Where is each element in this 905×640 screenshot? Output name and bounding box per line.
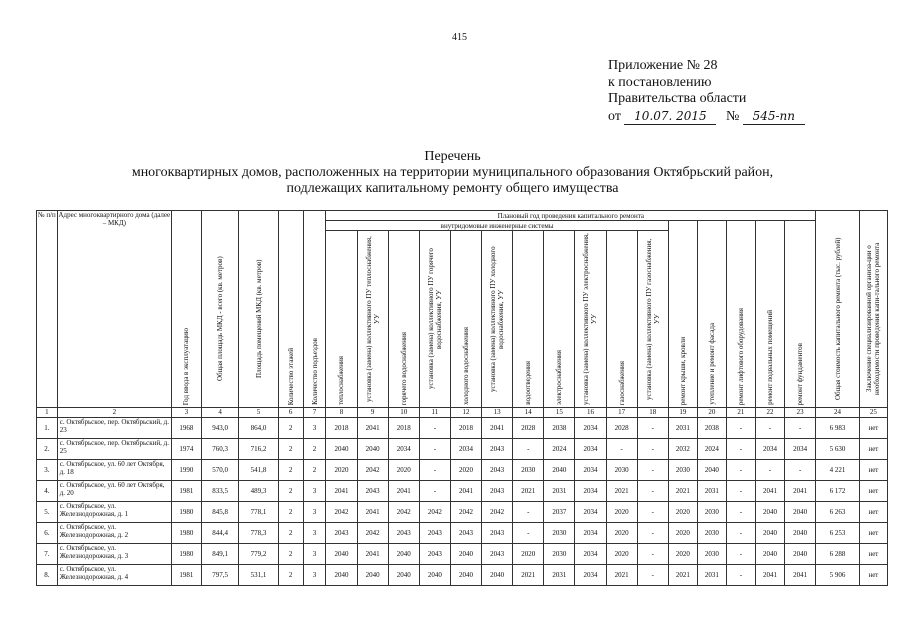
table-cell: 849,1 xyxy=(201,544,238,565)
table-cell: 2034 xyxy=(784,439,815,460)
header-sub-text: утепление и ремонт фасада xyxy=(707,323,716,405)
table-cell: 6 288 xyxy=(816,544,860,565)
header-sub-13 xyxy=(697,221,726,408)
table-cell: 2034 xyxy=(575,481,606,502)
table-cell: 2021 xyxy=(606,565,637,586)
table-cell: 2020 xyxy=(668,544,697,565)
table-cell: 2040 xyxy=(482,565,513,586)
table-cell: 2030 xyxy=(513,460,544,481)
table-cell: 2 xyxy=(278,544,303,565)
number-label: № xyxy=(725,108,740,124)
table-cell: - xyxy=(784,460,815,481)
table-cell: 2028 xyxy=(513,418,544,439)
header-conclusion-text: Заключение специализированной организа-ции о необходимости проведения капи-тального ремонта xyxy=(865,242,882,396)
address-cell: с. Октябрьское, ул. Железнодорожная, д. 3 xyxy=(57,544,171,565)
table-cell: 2040 xyxy=(419,565,450,586)
table-cell: - xyxy=(513,502,544,523)
table-row xyxy=(37,439,888,460)
table-cell: 778,3 xyxy=(239,523,278,544)
table-cell: 2041 xyxy=(326,481,357,502)
table-cell: 2034 xyxy=(388,439,419,460)
table-cell: 2043 xyxy=(482,481,513,502)
table-cell: - xyxy=(755,418,784,439)
table-cell: 1968 xyxy=(171,418,201,439)
table-cell: 2034 xyxy=(575,544,606,565)
table-cell: 3 xyxy=(303,565,326,586)
column-number: 22 xyxy=(755,408,784,418)
table-cell: 2042 xyxy=(357,460,388,481)
table-cell: - xyxy=(637,439,668,460)
column-number: 25 xyxy=(859,408,887,418)
table-cell: 2043 xyxy=(326,523,357,544)
header-sub-5 xyxy=(450,231,481,408)
table-cell: - xyxy=(419,418,450,439)
table-cell: 531,1 xyxy=(239,565,278,586)
table-cell: - xyxy=(726,460,755,481)
table-cell: 2032 xyxy=(668,439,697,460)
table-cell: 2043 xyxy=(482,544,513,565)
table-cell: - xyxy=(419,481,450,502)
header-sub-text: ремонт крыши, кровли xyxy=(678,336,687,405)
table-cell: 6 172 xyxy=(816,481,860,502)
table-cell: 3 xyxy=(303,502,326,523)
header-sub-15 xyxy=(755,221,784,408)
table-cell: 2040 xyxy=(697,460,726,481)
column-number: 1 xyxy=(37,408,58,418)
header-sub-text: установка (замена) коллективного ПУ теплоснабжения, УУ xyxy=(364,236,381,402)
table-cell: 2042 xyxy=(388,502,419,523)
table-cell: 2018 xyxy=(450,418,481,439)
column-number: 10 xyxy=(388,408,419,418)
table-cell: - xyxy=(726,439,755,460)
table-cell: 2040 xyxy=(326,565,357,586)
table-cell: 2018 xyxy=(388,418,419,439)
table-cell: нет xyxy=(859,481,887,502)
table-cell: 2030 xyxy=(668,460,697,481)
column-number: 12 xyxy=(450,408,481,418)
table-cell: 833,5 xyxy=(201,481,238,502)
address-cell: с. Октябрьское, ул. 60 лет Октября, д. 18 xyxy=(57,460,171,481)
table-cell: 2041 xyxy=(755,565,784,586)
table-cell: 4 221 xyxy=(816,460,860,481)
table-cell: 2038 xyxy=(544,418,575,439)
table-cell: 2042 xyxy=(482,502,513,523)
table-row xyxy=(37,460,888,481)
header-sub-text: установка (замена) коллективного ПУ электроснабжения, УУ xyxy=(582,233,599,405)
header-entrances-text: Количество подъездов xyxy=(310,338,319,405)
table-cell: 2042 xyxy=(419,502,450,523)
title-line-3: подлежащих капитальному ремонту общего имущества xyxy=(286,181,619,196)
address-cell: с. Октябрьское, ул. 60 лет Октября, д. 20 xyxy=(57,481,171,502)
table-cell: нет xyxy=(859,544,887,565)
table-cell: 2024 xyxy=(544,439,575,460)
column-number: 8 xyxy=(326,408,357,418)
table-cell: 2018 xyxy=(326,418,357,439)
header-sub-8 xyxy=(544,231,575,408)
header-entrances xyxy=(303,211,326,408)
table-cell: 5 906 xyxy=(816,565,860,586)
table-cell: 2041 xyxy=(784,565,815,586)
table-cell: 2020 xyxy=(606,502,637,523)
table-cell: 6. xyxy=(37,523,58,544)
table-cell: 570,0 xyxy=(201,460,238,481)
table-cell: 2040 xyxy=(784,502,815,523)
column-number: 7 xyxy=(303,408,326,418)
table-cell: 1980 xyxy=(171,523,201,544)
table-cell: 2041 xyxy=(357,418,388,439)
table-cell: 2041 xyxy=(784,481,815,502)
header-sub-4 xyxy=(419,231,450,408)
table-cell: 2020 xyxy=(326,460,357,481)
table-cell: 2030 xyxy=(544,544,575,565)
table-cell: 8. xyxy=(37,565,58,586)
header-sub-text: ремонт лифтового оборудования xyxy=(736,307,745,405)
buildings-table xyxy=(36,210,888,586)
table-cell: 2021 xyxy=(606,481,637,502)
table-cell: 2041 xyxy=(388,481,419,502)
column-number: 23 xyxy=(784,408,815,418)
table-cell: 1. xyxy=(37,418,58,439)
header-total-area-text: Общая площадь МКД - всего (кв. метров) xyxy=(216,256,225,382)
header-sub-text: горячего водоснабжения xyxy=(399,331,408,405)
table-cell: - xyxy=(726,565,755,586)
header-floors-text: Количество этажей xyxy=(286,347,295,405)
table-cell: 2042 xyxy=(357,523,388,544)
table-cell: - xyxy=(726,544,755,565)
from-label: от xyxy=(608,108,621,124)
table-cell: 2040 xyxy=(784,544,815,565)
resolution-date: 10.07. 2015 xyxy=(624,108,716,126)
table-cell: 2021 xyxy=(513,481,544,502)
table-cell: - xyxy=(419,439,450,460)
address-cell: с. Октябрьское, ул. Железнодорожная, д. 2 xyxy=(57,523,171,544)
header-sub-3 xyxy=(388,231,419,408)
table-cell: 2043 xyxy=(482,439,513,460)
page-number: 415 xyxy=(452,32,467,43)
table-cell: 2041 xyxy=(357,544,388,565)
table-cell: нет xyxy=(859,418,887,439)
header-planned-year: Плановый год проведения капитального ремонта xyxy=(326,211,816,221)
table-row xyxy=(37,523,888,544)
table-cell: 6 983 xyxy=(816,418,860,439)
column-number: 19 xyxy=(668,408,697,418)
table-cell: 2040 xyxy=(357,439,388,460)
header-conclusion xyxy=(859,211,887,408)
column-number: 5 xyxy=(239,408,278,418)
table-cell: - xyxy=(637,502,668,523)
table-cell: - xyxy=(637,481,668,502)
column-number: 6 xyxy=(278,408,303,418)
table-cell: 2040 xyxy=(326,439,357,460)
header-sub-10 xyxy=(606,231,637,408)
table-cell: 1990 xyxy=(171,460,201,481)
table-cell: 2021 xyxy=(668,565,697,586)
table-cell: - xyxy=(726,523,755,544)
table-row xyxy=(37,544,888,565)
table-cell: - xyxy=(726,418,755,439)
header-sub-text: установка (замена) коллективного ПУ холодного водоснабжения, УУ xyxy=(489,246,506,392)
table-cell: - xyxy=(513,523,544,544)
table-cell: 2034 xyxy=(575,418,606,439)
table-cell: 2021 xyxy=(668,481,697,502)
header-year-text: Год ввода в эксплуатацию xyxy=(182,327,191,405)
table-row xyxy=(37,565,888,586)
header-sub-text: холодного водоснабжения xyxy=(461,327,470,405)
table-cell: 6 263 xyxy=(816,502,860,523)
header-cost-text: Общая стоимость капитального ремонта (тыс. рублей) xyxy=(833,237,842,401)
table-cell: 2034 xyxy=(450,439,481,460)
table-cell: 2034 xyxy=(755,439,784,460)
table-cell: 2043 xyxy=(482,460,513,481)
header-sub-text: теплоснабжения xyxy=(337,356,346,405)
header-sub-16 xyxy=(784,221,815,408)
table-cell: 1981 xyxy=(171,481,201,502)
header-sub-text: ремонт подвальных помещений xyxy=(765,310,774,405)
table-cell: 845,8 xyxy=(201,502,238,523)
table-cell: нет xyxy=(859,502,887,523)
table-row xyxy=(37,418,888,439)
table-cell: - xyxy=(726,481,755,502)
table-cell: 778,1 xyxy=(239,502,278,523)
table-cell: 2028 xyxy=(606,418,637,439)
header-premises-area-text: Площадь помещений МКД (кв. метров) xyxy=(254,259,263,379)
table-cell: 2020 xyxy=(606,523,637,544)
header-sub-1 xyxy=(326,231,357,408)
table-cell: 864,0 xyxy=(239,418,278,439)
table-cell: 2040 xyxy=(326,544,357,565)
appendix-line-2: к постановлению xyxy=(608,74,712,90)
table-cell: 2041 xyxy=(450,481,481,502)
table-cell: - xyxy=(637,418,668,439)
table-cell: 2020 xyxy=(668,502,697,523)
table-cell: 2020 xyxy=(513,544,544,565)
table-cell: 1980 xyxy=(171,502,201,523)
table-cell: - xyxy=(513,439,544,460)
table-cell: 2034 xyxy=(575,523,606,544)
header-sub-text: газоснабжения xyxy=(617,360,626,405)
table-row xyxy=(37,481,888,502)
table-cell: - xyxy=(726,502,755,523)
header-address: Адрес многоквартирного дома (далее – МКД) xyxy=(57,211,171,408)
header-sub-7 xyxy=(513,231,544,408)
appendix-line-3: Правительства области xyxy=(608,91,747,106)
table-cell: 2020 xyxy=(606,544,637,565)
table-cell: - xyxy=(637,565,668,586)
table-cell: 2040 xyxy=(755,544,784,565)
table-cell: 3. xyxy=(37,460,58,481)
table-cell: 2030 xyxy=(697,523,726,544)
table-cell: 2 xyxy=(278,439,303,460)
header-sub-text: электроснабжения xyxy=(555,349,564,405)
header-num: № п/п xyxy=(37,211,58,408)
resolution-number: 545-пп xyxy=(743,108,805,126)
column-number: 14 xyxy=(513,408,544,418)
table-cell: 3 xyxy=(303,544,326,565)
column-number: 15 xyxy=(544,408,575,418)
table-cell: 2040 xyxy=(450,544,481,565)
table-cell: 2040 xyxy=(755,523,784,544)
header-internal-systems: внутридомовые инженерные системы xyxy=(326,221,668,231)
header-total-area xyxy=(201,211,238,408)
table-cell: - xyxy=(755,460,784,481)
table-cell: 2030 xyxy=(697,544,726,565)
table-cell: 2040 xyxy=(544,460,575,481)
appendix-date-line xyxy=(608,108,805,126)
table-cell: 2020 xyxy=(450,460,481,481)
table-cell: 716,2 xyxy=(239,439,278,460)
appendix-line-1: Приложение № 28 xyxy=(608,58,718,73)
table-cell: 2030 xyxy=(697,502,726,523)
column-number: 2 xyxy=(57,408,171,418)
header-sub-text: ремонт фундаментов xyxy=(796,342,805,405)
table-cell: - xyxy=(637,460,668,481)
table-cell: 2031 xyxy=(697,565,726,586)
column-number: 17 xyxy=(606,408,637,418)
table-cell: 2043 xyxy=(450,523,481,544)
table-cell: 2043 xyxy=(388,523,419,544)
table-cell: 2040 xyxy=(357,565,388,586)
table-cell: - xyxy=(637,523,668,544)
table-cell: 2043 xyxy=(357,481,388,502)
table-cell: 2043 xyxy=(482,523,513,544)
table-cell: 5. xyxy=(37,502,58,523)
table-cell: - xyxy=(784,418,815,439)
table-cell: нет xyxy=(859,460,887,481)
table-row xyxy=(37,502,888,523)
header-sub-6 xyxy=(482,231,513,408)
table-cell: 2021 xyxy=(513,565,544,586)
header-sub-11 xyxy=(637,231,668,408)
header-year xyxy=(171,211,201,408)
table-cell: 2040 xyxy=(388,544,419,565)
table-cell: 2 xyxy=(303,439,326,460)
header-cost xyxy=(816,211,860,408)
table-cell: 1980 xyxy=(171,544,201,565)
column-number: 18 xyxy=(637,408,668,418)
table-cell: 2041 xyxy=(482,418,513,439)
address-cell: с. Октябрьское, ул. Железнодорожная, д. 1 xyxy=(57,502,171,523)
table-cell: 541,8 xyxy=(239,460,278,481)
table-cell: 760,3 xyxy=(201,439,238,460)
table-cell: 2034 xyxy=(575,439,606,460)
table-cell: нет xyxy=(859,439,887,460)
table-cell: 2031 xyxy=(544,481,575,502)
table-cell: 2 xyxy=(303,460,326,481)
column-number: 16 xyxy=(575,408,606,418)
table-cell: 489,3 xyxy=(239,481,278,502)
table-cell: 2020 xyxy=(388,460,419,481)
column-number: 24 xyxy=(816,408,860,418)
header-sub-text: установка (замена) коллективного ПУ горячего водоснабжения, УУ xyxy=(426,248,443,390)
table-cell: 844,4 xyxy=(201,523,238,544)
title-line-2: многоквартирных домов, расположенных на территории муниципального образования Октябрьский район, xyxy=(131,165,774,180)
table-cell: 2034 xyxy=(575,502,606,523)
table-cell: 2 xyxy=(278,523,303,544)
table-cell: 2034 xyxy=(575,565,606,586)
header-sub-12 xyxy=(668,221,697,408)
appendix-block xyxy=(608,58,805,125)
address-cell: с. Октябрьское, пер. Октябрьский, д. 25 xyxy=(57,439,171,460)
table-cell: 1974 xyxy=(171,439,201,460)
table-cell: 943,0 xyxy=(201,418,238,439)
table-cell: 2031 xyxy=(544,565,575,586)
table-cell: 2042 xyxy=(450,502,481,523)
table-cell: 4. xyxy=(37,481,58,502)
table-cell: 2034 xyxy=(575,460,606,481)
header-sub-text: установка (замена) коллективного ПУ газоснабжения, УУ xyxy=(644,238,661,400)
header-sub-text: водоотведения xyxy=(524,361,533,405)
table-cell: 2031 xyxy=(668,418,697,439)
header-sub-14 xyxy=(726,221,755,408)
table-cell: 2043 xyxy=(419,523,450,544)
header-sub-2 xyxy=(357,231,388,408)
table-cell: - xyxy=(637,544,668,565)
address-cell: с. Октябрьское, ул. Железнодорожная, д. 4 xyxy=(57,565,171,586)
table-cell: 1981 xyxy=(171,565,201,586)
table-cell: 2040 xyxy=(755,502,784,523)
column-number: 11 xyxy=(419,408,450,418)
address-cell: с. Октябрьское, пер. Октябрьский, д. 23 xyxy=(57,418,171,439)
table-cell: 2038 xyxy=(697,418,726,439)
column-number: 21 xyxy=(726,408,755,418)
table-cell: 2030 xyxy=(544,523,575,544)
column-number: 13 xyxy=(482,408,513,418)
table-cell: 2 xyxy=(278,502,303,523)
table-cell: 2042 xyxy=(326,502,357,523)
header-sub-9 xyxy=(575,231,606,408)
table-cell: 3 xyxy=(303,481,326,502)
table-cell: 797,5 xyxy=(201,565,238,586)
column-number: 20 xyxy=(697,408,726,418)
table-cell: 2041 xyxy=(755,481,784,502)
table-cell: 2020 xyxy=(668,523,697,544)
table-cell: 2 xyxy=(278,565,303,586)
table-cell: - xyxy=(419,460,450,481)
table-cell: 2043 xyxy=(419,544,450,565)
header-floors xyxy=(278,211,303,408)
column-number: 3 xyxy=(171,408,201,418)
table-cell: 2040 xyxy=(784,523,815,544)
table-cell: 5 630 xyxy=(816,439,860,460)
table-cell: нет xyxy=(859,523,887,544)
table-cell: 3 xyxy=(303,523,326,544)
column-number: 4 xyxy=(201,408,238,418)
table-cell: 2 xyxy=(278,418,303,439)
table-cell: 779,2 xyxy=(239,544,278,565)
table-cell: 7. xyxy=(37,544,58,565)
table-cell: 2040 xyxy=(388,565,419,586)
column-number: 9 xyxy=(357,408,388,418)
table-cell: 2040 xyxy=(450,565,481,586)
table-cell: 3 xyxy=(303,418,326,439)
table-cell: 2. xyxy=(37,439,58,460)
table-cell: 2024 xyxy=(697,439,726,460)
header-premises-area xyxy=(239,211,278,408)
table-cell: 2030 xyxy=(606,460,637,481)
title-line-1: Перечень xyxy=(424,149,481,164)
column-numbers-row xyxy=(37,408,888,418)
table-cell: 2037 xyxy=(544,502,575,523)
table-cell: 2 xyxy=(278,481,303,502)
table-cell: 2041 xyxy=(357,502,388,523)
table-cell: - xyxy=(606,439,637,460)
table-cell: 2 xyxy=(278,460,303,481)
table-cell: 2031 xyxy=(697,481,726,502)
table-cell: 6 253 xyxy=(816,523,860,544)
table-cell: нет xyxy=(859,565,887,586)
